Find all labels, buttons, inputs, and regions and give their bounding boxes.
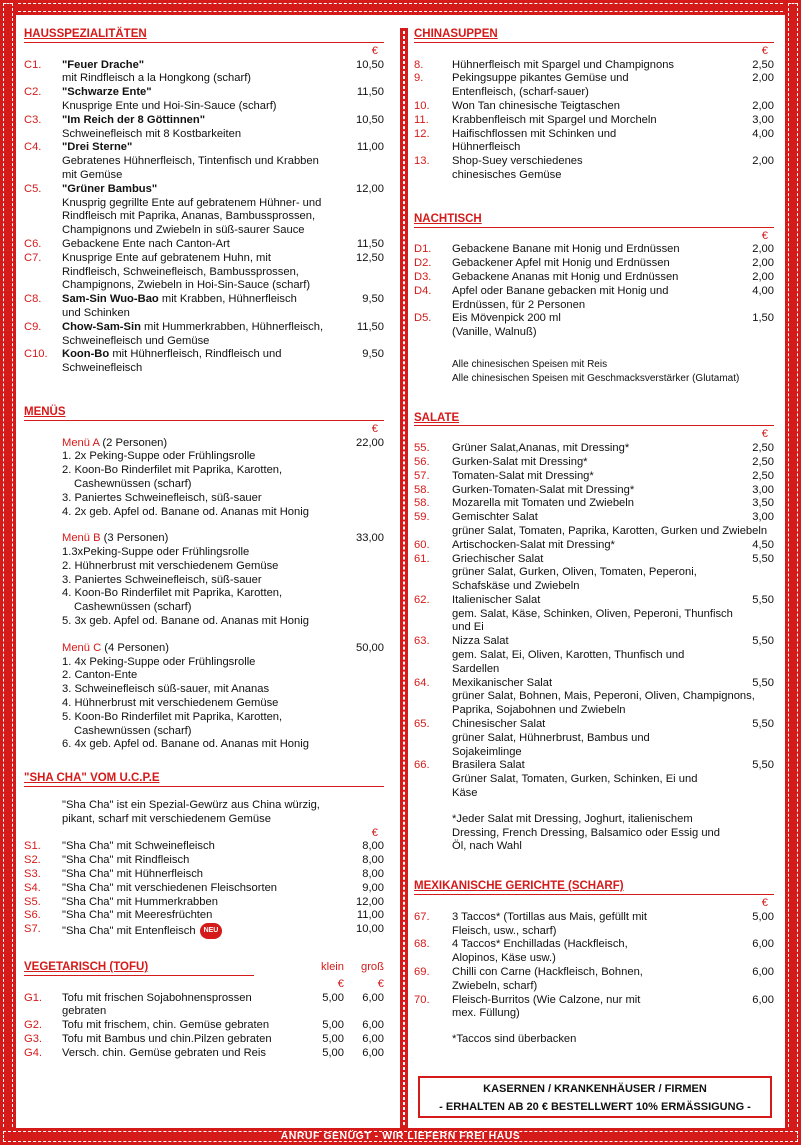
menu-a-header: Menü A (2 Personen) 22,00 bbox=[62, 436, 384, 449]
menu-item-11: 11. Krabbenfleisch mit Spargel und Morcheln 3,00 bbox=[414, 113, 774, 126]
menu-c-line: 2. Canton-Ente bbox=[62, 669, 138, 682]
item-description: gem. Salat, Käse, Schinken, Oliven, Peperoni, Thunfisch und Ei bbox=[452, 607, 733, 634]
euro-header: € bbox=[371, 44, 378, 57]
menu-item-c2: C2. "Schwarze Ente" 11,50 bbox=[24, 86, 384, 99]
footer-slogan: ANRUF GENÜGT - WIR LIEFERN FREI HAUS bbox=[280, 1130, 521, 1142]
menu-item-66: 66. Brasilera Salat 5,50 bbox=[414, 759, 774, 772]
euro-header: € bbox=[761, 897, 768, 910]
menu-item-62: 62. Italienischer Salat 5,50 bbox=[414, 593, 774, 606]
note-rice: Alle chinesischen Speisen mit Reis bbox=[452, 358, 608, 370]
section-title-menues: MENÜS bbox=[24, 406, 384, 421]
menu-item-58b: 58. Mozarella mit Tomaten und Zwiebeln 3,50 bbox=[414, 497, 774, 510]
vegetarian-header-row bbox=[24, 961, 384, 978]
menu-item-c10: C10. Koon-Bo mit Hühnerfleisch, Rindfleisch und Schweinefleisch 9,50 bbox=[24, 348, 384, 375]
section-title-vegetarisch: VEGETARISCH (TOFU) bbox=[24, 961, 254, 976]
discount-banner bbox=[418, 1076, 772, 1118]
menu-item-55: 55. Grüner Salat,Ananas, mit Dressing* 2,50 bbox=[414, 442, 774, 455]
item-description: grüner Salat, Tomaten, Paprika, Karotten, Gurken und Zwiebeln bbox=[452, 524, 768, 537]
menu-a-line: 4. 2x geb. Apfel od. Banane od. Ananas mit Honig bbox=[62, 505, 309, 518]
menu-item-c5: C5. "Grüner Bambus" 12,00 bbox=[24, 182, 384, 195]
item-description: grüner Salat, Bohnen, Mais, Peperoni, Oliven, Champignons, Paprika, Sojabohnen und Zwiebeln bbox=[452, 690, 755, 717]
menu-item-c3: C3. "Im Reich der 8 Göttinnen" 10,50 bbox=[24, 113, 384, 126]
euro-header: € bbox=[371, 826, 378, 839]
item-description: Knusprige Ente und Hoi-Sin-Sauce (scharf) bbox=[62, 99, 277, 112]
menu-item-g2: G2. Tofu mit frischem, chin. Gemüse gebraten 5,00 6,00 bbox=[24, 1019, 384, 1032]
right-column bbox=[414, 28, 774, 1047]
frame-right-border bbox=[785, 0, 801, 1145]
menu-item-c7: C7. Knusprige Ente auf gebratenem Huhn, mit Rindfleisch, Schweinefleisch, Bambussprossen, Champignons, Zwiebeln in Hoi-Sin-Sauce (scharf) 12,50 bbox=[24, 251, 384, 292]
menu-item-69: 69. Chilli con Carne (Hackfleisch, Bohnen, Zwiebeln, scharf) 6,00 bbox=[414, 966, 774, 992]
section-title-sha-cha: "SHA CHA" VOM U.C.P.E bbox=[24, 772, 384, 787]
menu-item-s3: S3. "Sha Cha" mit Hühnerfleisch 8,00 bbox=[24, 868, 384, 881]
menu-item-60: 60. Artischocken-Salat mit Dressing* 4,50 bbox=[414, 538, 774, 551]
menu-item-c8: C8. Sam-Sin Wuo-Bao mit Krabben, Hühnerfleisch und Schinken 9,50 bbox=[24, 293, 384, 319]
item-description: Gebratenes Hühnerfleisch, Tintenfisch und Krabben mit Gemüse bbox=[62, 155, 319, 181]
menu-c-header: Menü C (4 Personen) 50,00 bbox=[62, 641, 384, 654]
salad-dressing-note: *Jeder Salat mit Dressing, Joghurt, italienischem Dressing, French Dressing, Balsamico oder Essig und Öl, nach Wahl bbox=[452, 812, 720, 853]
menu-item-12: 12. Haifischflossen mit Schinken und Hühnerfleisch 4,00 bbox=[414, 127, 774, 154]
section-title-mexikanisch: MEXIKANISCHE GERICHTE (SCHARF) bbox=[414, 880, 774, 895]
menu-item-63: 63. Nizza Salat 5,50 bbox=[414, 635, 774, 648]
menu-item-58: 58. Gurken-Tomaten-Salat mit Dressing* 3,00 bbox=[414, 483, 774, 496]
menu-b-line: 2. Hühnerbrust mit verschiedenem Gemüse bbox=[62, 559, 279, 572]
menu-item-s6: S6. "Sha Cha" mit Meeresfrüchten 11,00 bbox=[24, 909, 384, 922]
menu-item-10: 10. Won Tan chinesische Teigtaschen 2,00 bbox=[414, 99, 774, 112]
menu-a-line: 3. Paniertes Schweinefleisch, süß-sauer bbox=[62, 491, 262, 504]
menu-item-59: 59. Gemischter Salat 3,00 bbox=[414, 511, 774, 524]
menu-c-line: 4. Hühnerbrust mit verschiedenem Gemüse bbox=[62, 697, 279, 710]
size-small-label: klein bbox=[320, 961, 344, 974]
section-title-chinasuppen: CHINASUPPEN bbox=[414, 28, 774, 43]
menu-item-s5: S5. "Sha Cha" mit Hummerkrabben 12,00 bbox=[24, 895, 384, 908]
item-description: Grüner Salat, Tomaten, Gurken, Schinken, Ei und Käse bbox=[452, 773, 698, 800]
sha-cha-intro: "Sha Cha" ist ein Spezial-Gewürz aus China würzig, pikant, scharf mit verschiedenem Gemüse bbox=[62, 799, 320, 825]
item-description: grüner Salat, Gurken, Oliven, Tomaten, Peperoni, Schafskäse und Zwiebeln bbox=[452, 566, 697, 593]
menu-item-s7: S7. "Sha Cha" mit Entenfleisch NEU 10,00 bbox=[24, 923, 384, 938]
menu-item-c6: C6. Gebackene Ente nach Canton-Art 11,50 bbox=[24, 237, 384, 250]
menu-item-9: 9. Pekingsuppe pikantes Gemüse und Entenfleisch, (scharf-sauer) 2,00 bbox=[414, 72, 774, 99]
euro-header: € bbox=[761, 44, 768, 57]
left-column bbox=[24, 28, 384, 1061]
menu-item-g4: G4. Versch. chin. Gemüse gebraten und Reis 5,00 6,00 bbox=[24, 1046, 384, 1059]
menu-a-line: 1. 2x Peking-Suppe oder Frühlingsrolle bbox=[62, 450, 256, 463]
menu-item-s1: S1. "Sha Cha" mit Schweinefleisch 8,00 bbox=[24, 840, 384, 853]
discount-banner-line1: KASERNEN / KRANKENHÄUSER / FIRMEN bbox=[483, 1083, 707, 1095]
menu-b-line: 4. Koon-Bo Rinderfilet mit Paprika, Karotten, bbox=[62, 587, 283, 600]
euro-header: € bbox=[761, 428, 768, 441]
euro-header: € bbox=[371, 422, 378, 435]
menu-b-line: Cashewnüssen (scharf) bbox=[74, 601, 192, 614]
menu-item-d4: D4. Apfel oder Banane gebacken mit Honig und Erdnüssen, für 2 Personen 4,00 bbox=[414, 284, 774, 311]
menu-c-line: 3. Schweinefleisch süß-sauer, mit Ananas bbox=[62, 683, 270, 696]
taccos-note: *Taccos sind überbacken bbox=[452, 1033, 577, 1046]
section-title-hausspezialitaeten: HAUSSPEZIALITÄTEN bbox=[24, 28, 384, 43]
menu-item-65: 65. Chinesischer Salat 5,50 bbox=[414, 718, 774, 731]
menu-item-57: 57. Tomaten-Salat mit Dressing* 2,50 bbox=[414, 469, 774, 482]
menu-item-64: 64. Mexikanischer Salat 5,50 bbox=[414, 676, 774, 689]
section-title-nachtisch: NACHTISCH bbox=[414, 213, 774, 228]
menu-item-56: 56. Gurken-Salat mit Dressing* 2,50 bbox=[414, 455, 774, 468]
menu-item-g1: G1. Tofu mit frischen Sojabohnensprossen gebraten 5,00 6,00 bbox=[24, 991, 384, 1018]
euro-header: € bbox=[761, 229, 768, 242]
column-divider bbox=[400, 28, 408, 1128]
menu-c-line: 6. 4x geb. Apfel od. Banane od. Ananas mit Honig bbox=[62, 738, 309, 751]
menu-item-c1: C1. "Feuer Drache" 10,50 bbox=[24, 58, 384, 71]
item-description: gem. Salat, Ei, Oliven, Karotten, Thunfisch und Sardellen bbox=[452, 649, 685, 675]
item-description: Knusprig gegrillte Ente auf gebratenem Hühner- und Rindfleisch mit Paprika, Ananas, Bambussprossen, Champignons und Zwiebeln in süß-saurer Sauce bbox=[62, 196, 322, 237]
new-badge: NEU bbox=[200, 923, 223, 939]
menu-item-s4: S4. "Sha Cha" mit verschiedenen Fleischsorten 9,00 bbox=[24, 881, 384, 894]
menu-item-g3: G3. Tofu mit Bambus und chin.Pilzen gebraten 5,00 6,00 bbox=[24, 1033, 384, 1045]
menu-b-header: Menü B (3 Personen) 33,00 bbox=[62, 532, 384, 545]
menu-b-line: 3. Paniertes Schweinefleisch, süß-sauer bbox=[62, 573, 262, 586]
menu-c-line: 1. 4x Peking-Suppe oder Frühlingsrolle bbox=[62, 655, 256, 668]
note-glutamat: Alle chinesischen Speisen mit Geschmacksverstärker (Glutamat) bbox=[452, 372, 740, 384]
menu-item-d2: D2. Gebackener Apfel mit Honig und Erdnüssen 2,00 bbox=[414, 257, 774, 270]
frame-left-border bbox=[0, 0, 16, 1145]
menu-item-8: 8. Hühnerfleisch mit Spargel und Champignons 2,50 bbox=[414, 58, 774, 71]
menu-item-70: 70. Fleisch-Burritos (Wie Calzone, nur mit mex. Füllung) 6,00 bbox=[414, 993, 774, 1020]
item-description: mit Rindfleisch a la Hongkong (scharf) bbox=[62, 72, 252, 85]
menu-item-s2: S2. "Sha Cha" mit Rindfleisch 8,00 bbox=[24, 854, 384, 867]
menu-a-line: Cashewnüssen (scharf) bbox=[74, 477, 192, 490]
menu-item-67: 67. 3 Taccos* (Tortillas aus Mais, gefüllt mit Fleisch, usw., scharf) 5,00 bbox=[414, 910, 774, 937]
discount-banner-line2: - ERHALTEN AB 20 € BESTELLWERT 10% ERMÄSSIGUNG - bbox=[439, 1101, 751, 1113]
size-large-label: groß bbox=[360, 961, 384, 974]
menu-c-line: 5. Koon-Bo Rinderfilet mit Paprika, Karotten, bbox=[62, 710, 283, 723]
menu-item-d1: D1. Gebackene Banane mit Honig und Erdnüssen 2,00 bbox=[414, 243, 774, 256]
section-title-salate: SALATE bbox=[414, 412, 774, 427]
euro-header: € € bbox=[337, 977, 384, 990]
menu-item-13: 13. Shop-Suey verschiedenes chinesisches Gemüse 2,00 bbox=[414, 155, 774, 181]
menu-item-c9: C9. Chow-Sam-Sin mit Hummerkrabben, Hühnerfleisch, Schweinefleisch und Gemüse 11,50 bbox=[24, 320, 384, 347]
menu-item-61: 61. Griechischer Salat 5,50 bbox=[414, 552, 774, 565]
menu-item-d5: D5. Eis Mövenpick 200 ml (Vanille, Walnuß) 1,50 bbox=[414, 312, 774, 339]
menu-b-line: 1.3xPeking-Suppe oder Frühlingsrolle bbox=[62, 546, 250, 559]
menu-item-d3: D3. Gebackene Ananas mit Honig und Erdnüssen 2,00 bbox=[414, 270, 774, 283]
frame-top-border bbox=[0, 0, 801, 15]
menu-b-line: 5. 3x geb. Apfel od. Banane od. Ananas mit Honig bbox=[62, 615, 309, 628]
menu-item-c4: C4. "Drei Sterne" 11,00 bbox=[24, 141, 384, 154]
item-description: Schweinefleisch mit 8 Kostbarkeiten bbox=[62, 127, 242, 140]
item-description: grüner Salat, Hühnerbrust, Bambus und Sojakeimlinge bbox=[452, 731, 650, 758]
menu-item-68: 68. 4 Taccos* Enchilladas (Hackfleisch, Alopinos, Käse usw.) 6,00 bbox=[414, 938, 774, 965]
menu-a-line: 2. Koon-Bo Rinderfilet mit Paprika, Karotten, bbox=[62, 464, 283, 477]
menu-c-line: Cashewnüssen (scharf) bbox=[74, 724, 192, 737]
